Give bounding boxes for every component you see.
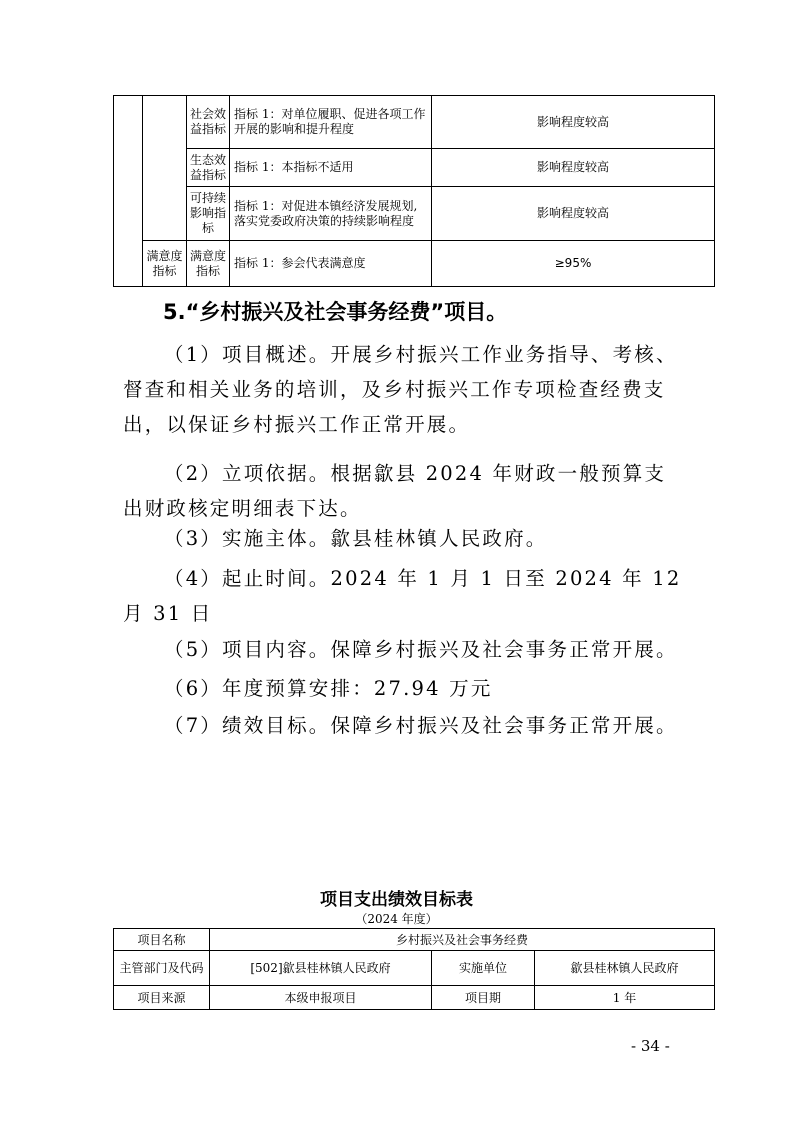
table-row: [114, 187, 715, 241]
indicator-value: ≥95%: [432, 241, 715, 287]
indicator-description: 指标 1：本指标不适用: [230, 149, 432, 187]
value-cell: 乡村振兴及社会事务经费: [210, 929, 715, 951]
value-cell: [502]歙县桂林镇人民政府: [210, 951, 432, 986]
table-row: [114, 951, 715, 986]
indicator-category: 社会效益指标: [187, 96, 230, 149]
indicator-value: 影响程度较高: [432, 96, 715, 149]
paragraph-content: （5）项目内容。保障乡村振兴及社会事务正常开展。: [164, 638, 678, 661]
value-cell: 1 年: [535, 986, 715, 1010]
project-target-table: [113, 928, 715, 1010]
indicator-value: 影响程度较高: [432, 149, 715, 187]
paragraph-period: （4）起止时间。2024 年 1 月 1 日至 2024 年 12 月 31 日: [123, 567, 682, 625]
performance-indicator-table: [113, 95, 715, 287]
table-row: [114, 241, 715, 287]
table-row: [114, 149, 715, 187]
indicator-value: 影响程度较高: [432, 187, 715, 241]
section-title: 5.“乡村振兴及社会事务经费”项目。: [163, 300, 508, 324]
indicator-category: 生态效益指标: [187, 149, 230, 187]
indicator-category: 可持续影响指标: [187, 187, 230, 241]
value-cell: 歙县桂林镇人民政府: [535, 951, 715, 986]
table-year: （2024 年度）: [355, 912, 438, 926]
table-row: [114, 929, 715, 951]
indicator-group: 满意度指标: [143, 241, 187, 287]
table-row: [114, 986, 715, 1010]
paragraph-overview: （1）项目概述。开展乡村振兴工作业务指导、考核、督查和相关业务的培训，及乡村振兴工作专项检查经费支出，以保证乡村振兴工作正常开展。: [123, 343, 678, 436]
indicator-description: 指标 1：对单位履职、促进各项工作开展的影响和提升程度: [230, 96, 432, 149]
table-cell-blank: [114, 96, 143, 287]
label-cell: 项目期: [432, 986, 535, 1010]
paragraph-basis: （2）立项依据。根据歙县 2024 年财政一般预算支出财政核定明细表下达。: [123, 462, 667, 520]
paragraph-target: （7）绩效目标。保障乡村振兴及社会事务正常开展。: [164, 714, 678, 737]
indicator-description: 指标 1：参会代表满意度: [230, 241, 432, 287]
value-cell: 本级申报项目: [210, 986, 432, 1010]
table-title: 项目支出绩效目标表: [320, 890, 473, 910]
indicator-category: 满意度指标: [187, 241, 230, 287]
paragraph-implementer: （3）实施主体。歙县桂林镇人民政府。: [164, 527, 548, 550]
label-cell: 项目名称: [114, 929, 210, 951]
table-row: [114, 96, 715, 149]
page-number: - 34 -: [631, 1037, 670, 1055]
label-cell: 项目来源: [114, 986, 210, 1010]
indicator-description: 指标 1：对促进本镇经济发展规划,落实党委政府决策的持续影响程度: [230, 187, 432, 241]
label-cell: 实施单位: [432, 951, 535, 986]
table-cell-blank: [143, 96, 187, 241]
paragraph-budget: （6）年度预算安排：27.94 万元: [164, 677, 493, 700]
label-cell: 主管部门及代码: [114, 951, 210, 986]
